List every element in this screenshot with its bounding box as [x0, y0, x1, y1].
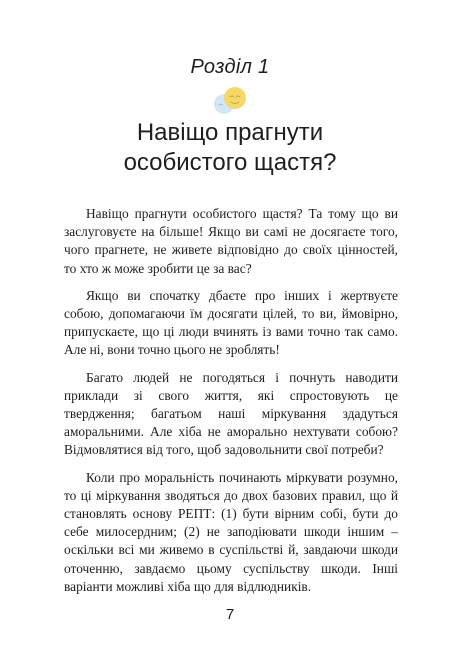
- sun-moon-faces-icon: [208, 84, 252, 116]
- paragraph: Якщо ви спочатку дбаєте про інших і жертвуєте собою, допомагаючи їм досягати цілей, то ви, ймовірно, припускаєте, що ці люди вчинять із вами точно так само. Але ні, вони точно цього не зроблять!: [64, 287, 398, 358]
- chapter-title-line-2: особистого щастя?: [123, 149, 337, 176]
- chapter-title: [0, 118, 460, 178]
- chapter-title-line-1: Навіщо прагнути: [136, 119, 324, 146]
- paragraph: Багато людей не погодяться і почнуть наводити приклади зі свого життя, які спростовують це твердження; багатьом наші міркування здадуться аморальними. Але хіба не аморально нехтувати собою? Відмовлятися від того, щоб задовольнити свої потреби?: [64, 369, 398, 458]
- chapter-label: Розділ 1: [190, 56, 270, 78]
- paragraph: Навіщо прагнути особистого щастя? Та тому що ви заслуговуєте на більше! Якщо ви самі не досягаєте того, чого прагнете, не живете відповідно до своїх цінностей, то хто ж може зробити це за вас?: [64, 206, 398, 276]
- paragraph: Коли про моральність починають міркувати розумно, то ці міркування зводяться до двох базових правил, що й становлять основу РЕПТ: (1) бути вірним собі, бути до себе милосердним; (2) не заподіювати шкоди іншим – оскільки всі ми живемо в суспільстві й, завдаючи шкоди оточенню, завдаємо цьому суспільству шкоди. Інші варіанти можливі хіба що для відлюдників.: [64, 469, 398, 594]
- body-text: [64, 205, 398, 605]
- page-number: 7: [225, 606, 235, 623]
